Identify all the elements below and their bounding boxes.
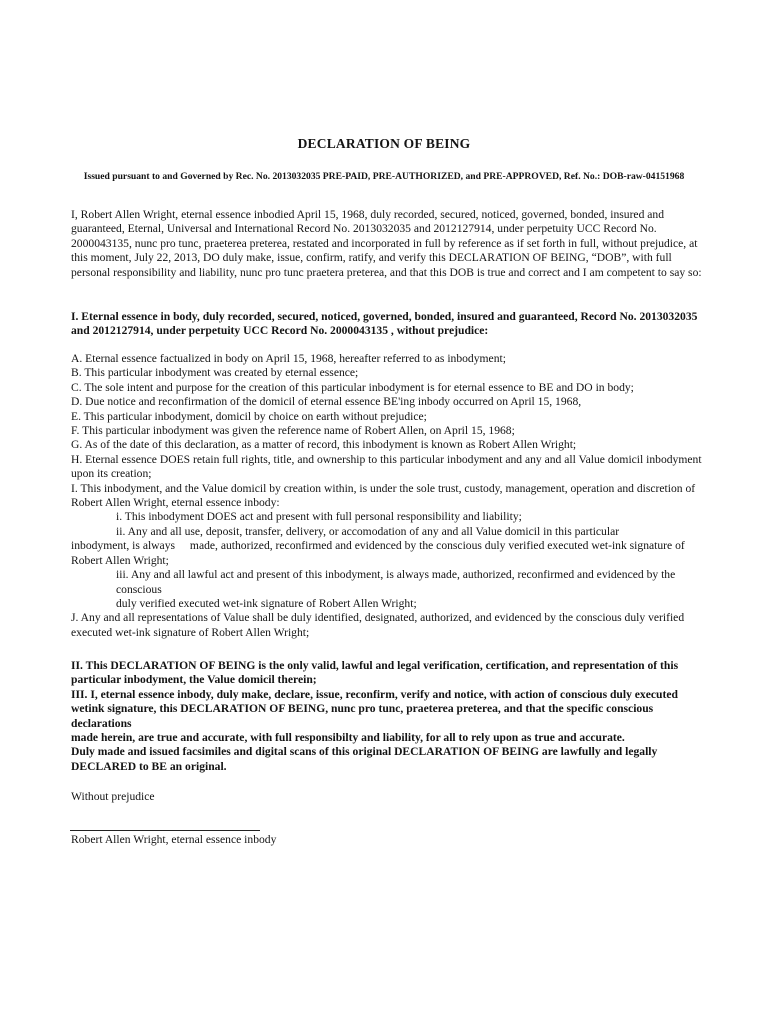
list-item: E. This particular inbodyment, domicil by choice on earth without prejudice; bbox=[71, 409, 427, 423]
list-item: J. Any and all representations of Value shall be duly identified, designated, authorized, and evidenced by the conscious duly verified executed wet-ink signature of Robert Allen Wright; bbox=[71, 611, 685, 639]
intro-paragraph: I, Robert Allen Wright, eternal essence inbodied April 15, 1968, duly recorded, secured, noticed, governed, bonded, insured and guaranteed, Eternal, Universal and International Record No. 2013032035 and 2012127914, under perpetuity UCC Record No. 2000043135, nunc pro tunc, praeterea preterea, restated and incorporated in full by reference as if set forth in full, without prejudice, at this moment, July 22, 2013, DO duly make, issue, confirm, ratify, and verify this DECLARATION OF BEING, “DOB”, with full personal responsibility and liability, nunc pro tunc praetera preterea, and that this DOB is true and correct and I am competent to say so: bbox=[71, 208, 702, 279]
list-item: B. This particular inbodyment was created by eternal essence; bbox=[71, 366, 359, 380]
section-3-text: III. I, eternal essence inbody, duly make, declare, issue, reconfirm, verify and notice, with action of conscious duly executed wetink signature, this DECLARATION OF BEING, nunc pro tunc, praeterea preterea, and that the specific conscious declarations bbox=[71, 687, 678, 730]
list-item: F. This particular inbodyment was given the reference name of Robert Allen, on April 15, 1968; bbox=[71, 424, 515, 438]
list-item: D. Due notice and reconfirmation of the domicil of eternal essence BE'ing inbody occurred on April 15, 1968, bbox=[71, 395, 582, 409]
list-item: C. The sole intent and purpose for the creation of this particular inbodyment is for eternal essence to BE and DO in body; bbox=[71, 380, 634, 394]
sub-list-item: iii. Any and all lawful act and present of this inbodyment, is always made, authorized, reconfirmed and evidenced by the conscious bbox=[116, 568, 676, 596]
sub-list-item-text: made, authorized, reconfirmed and evidenced by the conscious duly verified executed wet-ink signature of Robert Allen Wright; bbox=[71, 539, 685, 567]
signature-line bbox=[70, 830, 260, 831]
sub-list-item: i. This inbodyment DOES act and present with full personal responsibility and liability; bbox=[116, 510, 522, 524]
item-list bbox=[71, 352, 703, 640]
list-item: I. This inbodyment, and the Value domicil by creation within, is under the sole trust, custody, management, operation and discretion of Robert Allen Wright, eternal essence inbody: bbox=[71, 481, 696, 510]
sub-list-item-continuation: duly verified executed wet-ink signature of Robert Allen Wright; bbox=[116, 596, 417, 610]
sub-list-item: ii. Any and all use, deposit, transfer, delivery, or accomodation of any and all Value domicil in this particular bbox=[116, 524, 620, 538]
signature-name: Robert Allen Wright, eternal essence inbody bbox=[71, 833, 277, 846]
section-3-text: made herein, are true and accurate, with full responsibilty and liability, for all to rely upon as true and accurate. bbox=[71, 731, 625, 745]
section-1-heading: I. Eternal essence in body, duly recorded, secured, noticed, governed, bonded, insured and guaranteed, Record No. 2013032035 and 2012127914, under perpetuity UCC Record No. 2000043135 , without prejudice: bbox=[71, 310, 698, 338]
document-subtitle: Issued pursuant to and Governed by Rec. No. 2013032035 PRE-PAID, PRE-AUTHORIZED, and PRE-APPROVED, Ref. No.: DOB-raw-04151968 bbox=[83, 171, 685, 182]
sub-list-item-text: inbodyment, is always bbox=[71, 539, 176, 553]
list-item: A. Eternal essence factualized in body on April 15, 1968, hereafter referred to as inbodyment; bbox=[71, 352, 506, 365]
list-item: G. As of the date of this declaration, as a matter of record, this inbodyment is known as Robert Allen Wright; bbox=[71, 438, 577, 452]
section-2-text: II. This DECLARATION OF BEING is the only valid, lawful and legal verification, certification, and representation of this particular inbodyment, the Value domicil therein; bbox=[71, 659, 679, 687]
section-3-text: Duly made and issued facsimiles and digital scans of this original DECLARATION OF BEING are lawfully and legally DECLARED to BE an original. bbox=[71, 745, 658, 773]
closing-sections bbox=[71, 659, 703, 774]
document-title: DECLARATION OF BEING bbox=[297, 136, 471, 151]
sub-list-item-continuation bbox=[71, 539, 703, 568]
without-prejudice: Without prejudice bbox=[71, 790, 155, 803]
list-item: H. Eternal essence DOES retain full rights, title, and ownership to this particular inbodyment and any and all Value domicil inbodyment upon its creation; bbox=[71, 452, 702, 481]
